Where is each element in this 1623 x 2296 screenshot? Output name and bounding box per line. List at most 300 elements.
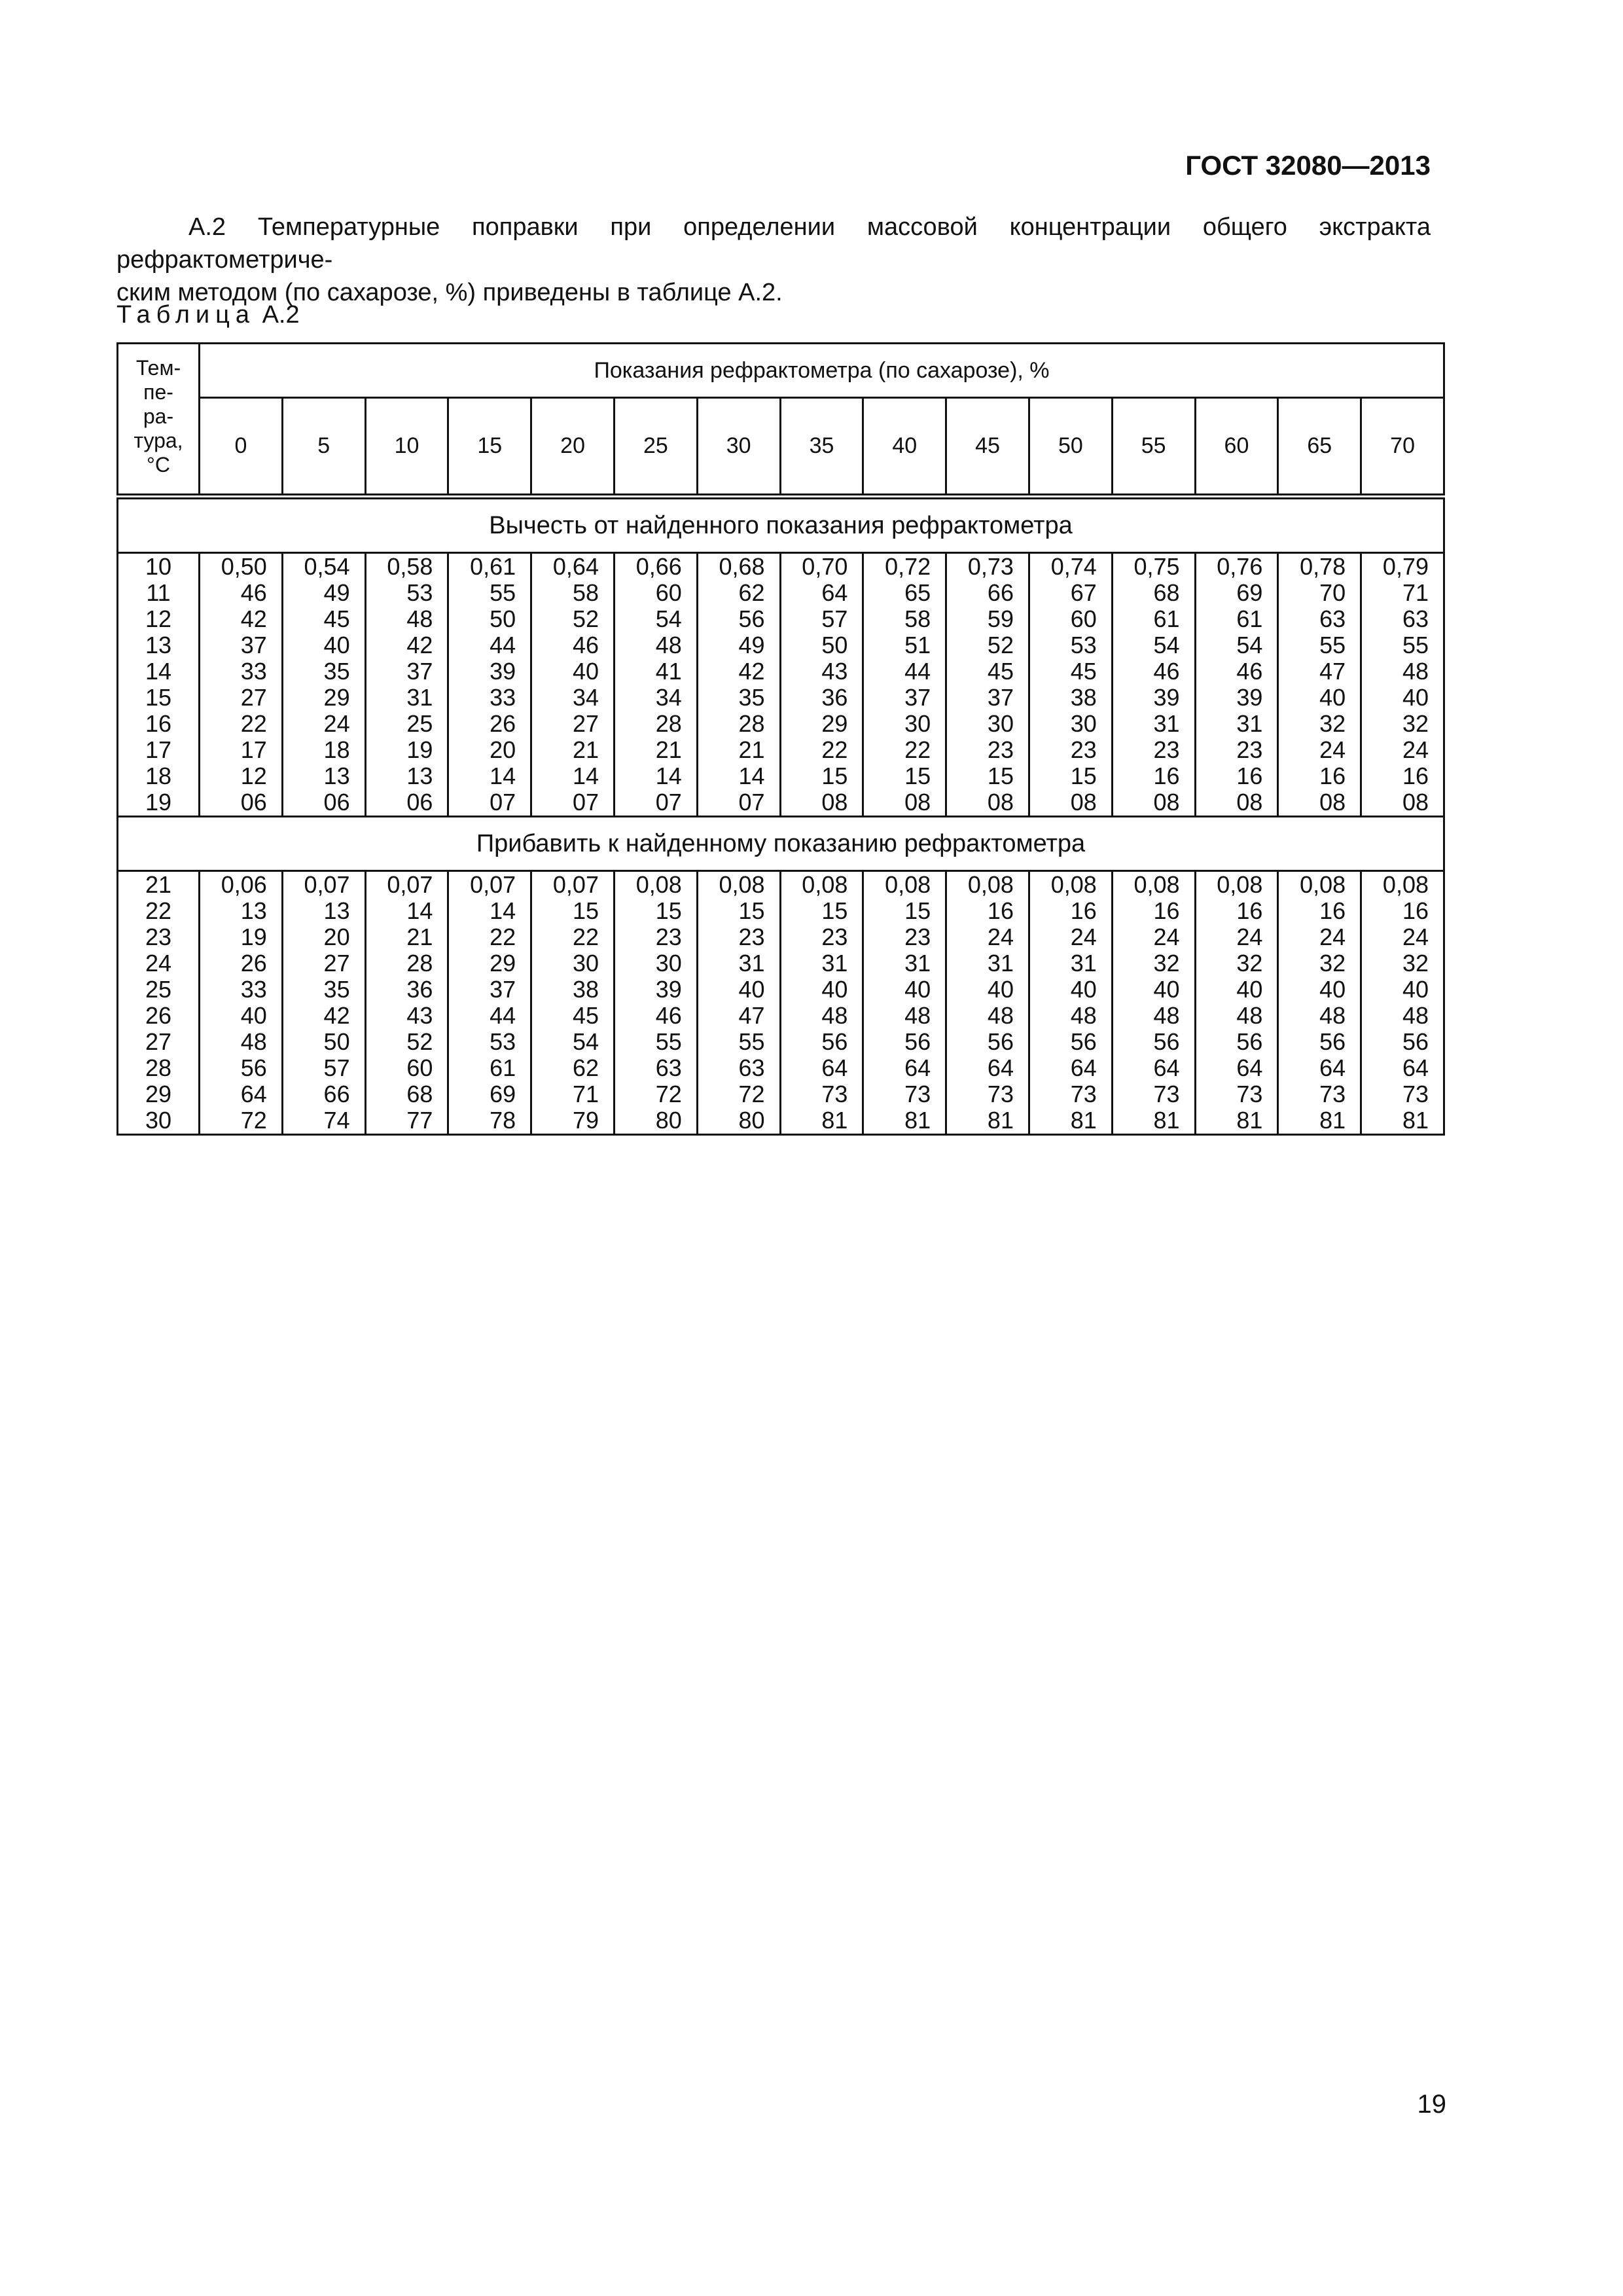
correction-value: 55 [738, 1028, 765, 1055]
correction-value: 64 [1402, 1054, 1429, 1081]
correction-value: 08 [1319, 789, 1346, 816]
correction-value: 0,58 [387, 553, 433, 580]
correction-value: 16 [1319, 762, 1346, 789]
value-column-cell [1029, 553, 1112, 817]
correction-value: 40 [1402, 976, 1429, 1003]
value-column-cell [1278, 871, 1361, 1135]
correction-value: 70 [1319, 579, 1346, 606]
correction-value: 21 [406, 924, 433, 950]
temperature-header-line: Тем- [135, 356, 181, 380]
correction-value: 22 [572, 924, 599, 950]
correction-value: 54 [1236, 632, 1263, 658]
value-column-cell [780, 871, 863, 1135]
correction-value: 34 [655, 684, 682, 711]
correction-value: 73 [821, 1081, 848, 1107]
table-data-row [118, 871, 1444, 1135]
temperature-cell [118, 871, 200, 1135]
correction-value: 08 [1070, 789, 1097, 816]
value-column-cell [365, 871, 448, 1135]
correction-value: 25 [406, 710, 433, 737]
correction-value: 39 [490, 658, 516, 685]
correction-value: 15 [904, 897, 931, 924]
correction-value: 22 [821, 736, 848, 763]
column-header-20: 20 [531, 398, 615, 497]
correction-value: 62 [738, 579, 765, 606]
correction-value: 81 [1236, 1107, 1263, 1134]
correction-value: 14 [655, 762, 682, 789]
temperature-header-line: пе- [143, 380, 173, 404]
correction-value: 56 [1402, 1028, 1429, 1055]
value-column-cell [448, 871, 531, 1135]
temperature-value: 16 [145, 710, 172, 737]
correction-value: 45 [323, 605, 350, 632]
temperature-value: 25 [145, 976, 172, 1003]
correction-value: 61 [490, 1054, 516, 1081]
value-column-cell [1112, 553, 1195, 817]
correction-value: 0,08 [1133, 871, 1180, 898]
correction-value: 66 [987, 579, 1014, 606]
value-column-cell [946, 553, 1029, 817]
correction-value: 15 [987, 762, 1014, 789]
correction-value: 73 [1402, 1081, 1429, 1107]
correction-value: 43 [821, 658, 848, 685]
correction-value: 50 [821, 632, 848, 658]
temperature-value: 21 [145, 871, 172, 898]
correction-value: 30 [904, 710, 931, 737]
correction-value: 24 [1153, 924, 1180, 950]
correction-value: 23 [821, 924, 848, 950]
correction-value: 55 [655, 1028, 682, 1055]
correction-value: 55 [490, 579, 516, 606]
correction-value: 44 [490, 632, 516, 658]
correction-table [116, 342, 1445, 1136]
correction-value: 16 [1153, 762, 1180, 789]
correction-value: 33 [490, 684, 516, 711]
correction-value: 50 [323, 1028, 350, 1055]
value-column-cell [614, 871, 697, 1135]
correction-value: 40 [1319, 684, 1346, 711]
correction-value: 24 [323, 710, 350, 737]
correction-value: 0,64 [552, 553, 599, 580]
correction-value: 0,07 [387, 871, 433, 898]
correction-value: 31 [1153, 710, 1180, 737]
temperature-value: 13 [145, 632, 172, 658]
correction-value: 56 [987, 1028, 1014, 1055]
value-column-cell [531, 553, 615, 817]
correction-value: 14 [572, 762, 599, 789]
correction-value: 21 [655, 736, 682, 763]
correction-value: 64 [904, 1054, 931, 1081]
correction-value: 46 [655, 1002, 682, 1029]
correction-value: 40 [1070, 976, 1097, 1003]
table-caption [116, 298, 300, 331]
correction-value: 0,07 [470, 871, 516, 898]
value-column-cell [863, 871, 946, 1135]
correction-value: 78 [490, 1107, 516, 1134]
correction-value: 37 [987, 684, 1014, 711]
table-header-row [118, 344, 1444, 398]
correction-value: 54 [1153, 632, 1180, 658]
correction-value: 08 [821, 789, 848, 816]
correction-value: 55 [1319, 632, 1346, 658]
correction-value: 19 [406, 736, 433, 763]
correction-value: 40 [904, 976, 931, 1003]
correction-value: 81 [987, 1107, 1014, 1134]
correction-value: 16 [1070, 897, 1097, 924]
correction-value: 43 [406, 1002, 433, 1029]
correction-value: 45 [987, 658, 1014, 685]
correction-value: 66 [323, 1081, 350, 1107]
correction-value: 71 [1402, 579, 1429, 606]
correction-value: 15 [821, 897, 848, 924]
correction-value: 23 [904, 924, 931, 950]
correction-value: 81 [821, 1107, 848, 1134]
correction-value: 58 [904, 605, 931, 632]
correction-value: 24 [1402, 924, 1429, 950]
correction-value: 40 [738, 976, 765, 1003]
correction-value: 48 [1070, 1002, 1097, 1029]
correction-value: 55 [1402, 632, 1429, 658]
temperature-value: 18 [145, 762, 172, 789]
temperature-value: 30 [145, 1107, 172, 1134]
correction-value: 28 [655, 710, 682, 737]
column-values-row [118, 398, 1444, 497]
column-header-15: 15 [448, 398, 531, 497]
correction-value: 20 [323, 924, 350, 950]
value-column-cell [1112, 871, 1195, 1135]
correction-value: 80 [655, 1107, 682, 1134]
correction-value: 35 [323, 976, 350, 1003]
correction-value: 0,08 [1050, 871, 1097, 898]
correction-value: 35 [738, 684, 765, 711]
correction-value: 72 [240, 1107, 267, 1134]
correction-value: 23 [655, 924, 682, 950]
correction-value: 24 [1319, 736, 1346, 763]
correction-value: 15 [655, 897, 682, 924]
temperature-value: 12 [145, 605, 172, 632]
correction-value: 38 [572, 976, 599, 1003]
value-column-cell [946, 871, 1029, 1135]
correction-value: 46 [572, 632, 599, 658]
correction-value: 57 [323, 1054, 350, 1081]
correction-value: 68 [406, 1081, 433, 1107]
correction-value: 28 [738, 710, 765, 737]
correction-value: 0,68 [719, 553, 765, 580]
correction-value: 63 [738, 1054, 765, 1081]
correction-value: 31 [1070, 950, 1097, 977]
correction-value: 71 [572, 1081, 599, 1107]
correction-value: 56 [1070, 1028, 1097, 1055]
correction-value: 73 [1153, 1081, 1180, 1107]
correction-value: 15 [904, 762, 931, 789]
correction-value: 40 [1153, 976, 1180, 1003]
correction-value: 48 [240, 1028, 267, 1055]
correction-value: 0,74 [1050, 553, 1097, 580]
correction-value: 23 [1070, 736, 1097, 763]
correction-value: 73 [987, 1081, 1014, 1107]
temperature-value: 29 [145, 1081, 172, 1107]
temperature-value: 10 [145, 553, 172, 580]
intro-paragraph [116, 211, 1431, 309]
correction-value: 64 [240, 1081, 267, 1107]
correction-value: 16 [1236, 897, 1263, 924]
correction-value: 31 [987, 950, 1014, 977]
correction-value: 0,08 [635, 871, 682, 898]
correction-value: 56 [821, 1028, 848, 1055]
correction-value: 24 [1070, 924, 1097, 950]
correction-value: 47 [1319, 658, 1346, 685]
correction-value: 59 [987, 605, 1014, 632]
temperature-value: 28 [145, 1054, 172, 1081]
correction-value: 08 [1402, 789, 1429, 816]
value-column-cell [1361, 553, 1444, 817]
correction-value: 0,08 [719, 871, 765, 898]
correction-value: 0,72 [885, 553, 931, 580]
correction-value: 22 [240, 710, 267, 737]
correction-value: 38 [1070, 684, 1097, 711]
column-header-65: 65 [1278, 398, 1361, 497]
correction-value: 53 [1070, 632, 1097, 658]
correction-value: 12 [240, 762, 267, 789]
correction-value: 48 [1319, 1002, 1346, 1029]
correction-value: 32 [1319, 950, 1346, 977]
value-column-cell [365, 553, 448, 817]
correction-value: 15 [572, 897, 599, 924]
correction-value: 53 [490, 1028, 516, 1055]
correction-value: 0,78 [1300, 553, 1346, 580]
correction-value: 24 [1236, 924, 1263, 950]
value-column-cell [200, 871, 283, 1135]
correction-value: 34 [572, 684, 599, 711]
value-column-cell [200, 553, 283, 817]
correction-value: 07 [738, 789, 765, 816]
column-header-70: 70 [1361, 398, 1444, 497]
correction-value: 18 [323, 736, 350, 763]
page-number: 19 [1417, 2090, 1446, 2119]
value-column-cell [1195, 553, 1278, 817]
correction-value: 17 [240, 736, 267, 763]
value-column-cell [1278, 553, 1361, 817]
correction-value: 0,08 [1382, 871, 1429, 898]
correction-value: 45 [572, 1002, 599, 1029]
correction-value: 0,79 [1382, 553, 1429, 580]
value-column-cell [1195, 871, 1278, 1135]
correction-value: 33 [240, 976, 267, 1003]
correction-value: 08 [904, 789, 931, 816]
correction-value: 50 [490, 605, 516, 632]
correction-value: 52 [406, 1028, 433, 1055]
correction-value: 68 [1153, 579, 1180, 606]
document-code: ГОСТ 32080—2013 [1185, 150, 1431, 181]
correction-value: 15 [738, 897, 765, 924]
correction-value: 06 [406, 789, 433, 816]
correction-value: 56 [738, 605, 765, 632]
correction-value: 40 [1236, 976, 1263, 1003]
correction-value: 32 [1402, 950, 1429, 977]
correction-value: 44 [904, 658, 931, 685]
column-header-0: 0 [200, 398, 283, 497]
correction-value: 37 [240, 632, 267, 658]
temperature-value: 17 [145, 736, 172, 763]
correction-value: 46 [240, 579, 267, 606]
correction-value: 57 [821, 605, 848, 632]
correction-value: 19 [240, 924, 267, 950]
correction-value: 32 [1236, 950, 1263, 977]
table-caption-word: Таблица [116, 301, 255, 329]
correction-value: 08 [1153, 789, 1180, 816]
correction-value: 54 [572, 1028, 599, 1055]
section-label-row [118, 817, 1444, 871]
correction-value: 0,07 [304, 871, 350, 898]
section-label-1: Вычесть от найденного показания рефрактометра [118, 497, 1444, 553]
correction-value: 73 [1236, 1081, 1263, 1107]
temperature-value: 26 [145, 1002, 172, 1029]
correction-value: 31 [1236, 710, 1263, 737]
correction-value: 79 [572, 1107, 599, 1134]
correction-value: 53 [406, 579, 433, 606]
value-column-cell [1361, 871, 1444, 1135]
correction-value: 16 [1402, 762, 1429, 789]
correction-value: 81 [1070, 1107, 1097, 1134]
value-column-cell [448, 553, 531, 817]
correction-value: 40 [1319, 976, 1346, 1003]
temperature-header-line: тура, [134, 429, 183, 452]
correction-value: 81 [1153, 1107, 1180, 1134]
value-column-cell [1029, 871, 1112, 1135]
correction-value: 14 [406, 897, 433, 924]
correction-value: 56 [240, 1054, 267, 1081]
correction-value: 15 [821, 762, 848, 789]
correction-value: 63 [655, 1054, 682, 1081]
correction-value: 48 [1153, 1002, 1180, 1029]
correction-value: 27 [240, 684, 267, 711]
correction-value: 37 [904, 684, 931, 711]
column-header-50: 50 [1029, 398, 1112, 497]
correction-value: 42 [406, 632, 433, 658]
correction-value: 23 [987, 736, 1014, 763]
correction-value: 26 [490, 710, 516, 737]
correction-value: 13 [240, 897, 267, 924]
value-column-cell [614, 553, 697, 817]
value-column-cell [282, 871, 365, 1135]
correction-value: 16 [1402, 897, 1429, 924]
correction-value: 69 [1236, 579, 1263, 606]
column-header-55: 55 [1112, 398, 1195, 497]
column-header-5: 5 [282, 398, 365, 497]
value-column-cell [863, 553, 946, 817]
correction-value: 14 [490, 897, 516, 924]
correction-value: 37 [490, 976, 516, 1003]
correction-value: 40 [821, 976, 848, 1003]
correction-value: 48 [1402, 1002, 1429, 1029]
correction-value: 72 [655, 1081, 682, 1107]
correction-value: 39 [1153, 684, 1180, 711]
correction-value: 81 [1319, 1107, 1346, 1134]
correction-value: 0,08 [1217, 871, 1263, 898]
column-header-60: 60 [1195, 398, 1278, 497]
correction-value: 64 [1070, 1054, 1097, 1081]
correction-value: 42 [738, 658, 765, 685]
correction-value: 0,07 [552, 871, 599, 898]
correction-value: 13 [323, 897, 350, 924]
correction-value: 33 [240, 658, 267, 685]
intro-line-2: ским методом (по сахарозе, %) приведены в таблице А.2. [116, 279, 783, 306]
section-label-2: Прибавить к найденному показанию рефрактометра [118, 817, 1444, 871]
correction-value: 30 [1070, 710, 1097, 737]
correction-value: 65 [904, 579, 931, 606]
column-header-40: 40 [863, 398, 946, 497]
column-header-30: 30 [697, 398, 780, 497]
temperature-header-line: ра- [143, 404, 174, 428]
value-column-cell [780, 553, 863, 817]
column-header-35: 35 [780, 398, 863, 497]
correction-value: 21 [572, 736, 599, 763]
correction-value: 51 [904, 632, 931, 658]
correction-value: 13 [323, 762, 350, 789]
correction-value: 07 [655, 789, 682, 816]
correction-value: 48 [821, 1002, 848, 1029]
correction-value: 0,66 [635, 553, 682, 580]
correction-value: 40 [987, 976, 1014, 1003]
correction-value: 29 [323, 684, 350, 711]
temperature-value: 22 [145, 897, 172, 924]
correction-value: 31 [406, 684, 433, 711]
correction-value: 0,75 [1133, 553, 1180, 580]
correction-value: 29 [821, 710, 848, 737]
correction-value: 15 [1070, 762, 1097, 789]
correction-value: 40 [323, 632, 350, 658]
correction-value: 14 [738, 762, 765, 789]
correction-value: 44 [490, 1002, 516, 1029]
correction-value: 0,08 [885, 871, 931, 898]
temperature-cell [118, 553, 200, 817]
correction-value: 16 [1236, 762, 1263, 789]
correction-value: 31 [738, 950, 765, 977]
correction-value: 48 [655, 632, 682, 658]
table-caption-number: А.2 [262, 301, 300, 329]
correction-value: 26 [240, 950, 267, 977]
correction-value: 39 [1236, 684, 1263, 711]
column-header-45: 45 [946, 398, 1029, 497]
correction-value: 40 [572, 658, 599, 685]
correction-value: 48 [904, 1002, 931, 1029]
section-label-row [118, 497, 1444, 553]
correction-value: 49 [323, 579, 350, 606]
correction-value: 73 [904, 1081, 931, 1107]
correction-value: 0,50 [221, 553, 267, 580]
correction-value: 29 [490, 950, 516, 977]
correction-value: 27 [323, 950, 350, 977]
correction-value: 52 [572, 605, 599, 632]
correction-value: 58 [572, 579, 599, 606]
correction-value: 56 [1153, 1028, 1180, 1055]
correction-value: 30 [987, 710, 1014, 737]
correction-value: 32 [1319, 710, 1346, 737]
correction-value: 16 [987, 897, 1014, 924]
correction-value: 31 [821, 950, 848, 977]
correction-value: 0,08 [967, 871, 1014, 898]
correction-value: 32 [1402, 710, 1429, 737]
correction-value: 56 [1319, 1028, 1346, 1055]
correction-value: 0,76 [1217, 553, 1263, 580]
correction-value: 27 [572, 710, 599, 737]
correction-value: 74 [323, 1107, 350, 1134]
temperature-header-line: °С [147, 453, 170, 476]
temperature-value: 14 [145, 658, 172, 685]
correction-value: 49 [738, 632, 765, 658]
correction-value: 0,61 [470, 553, 516, 580]
correction-value: 08 [987, 789, 1014, 816]
